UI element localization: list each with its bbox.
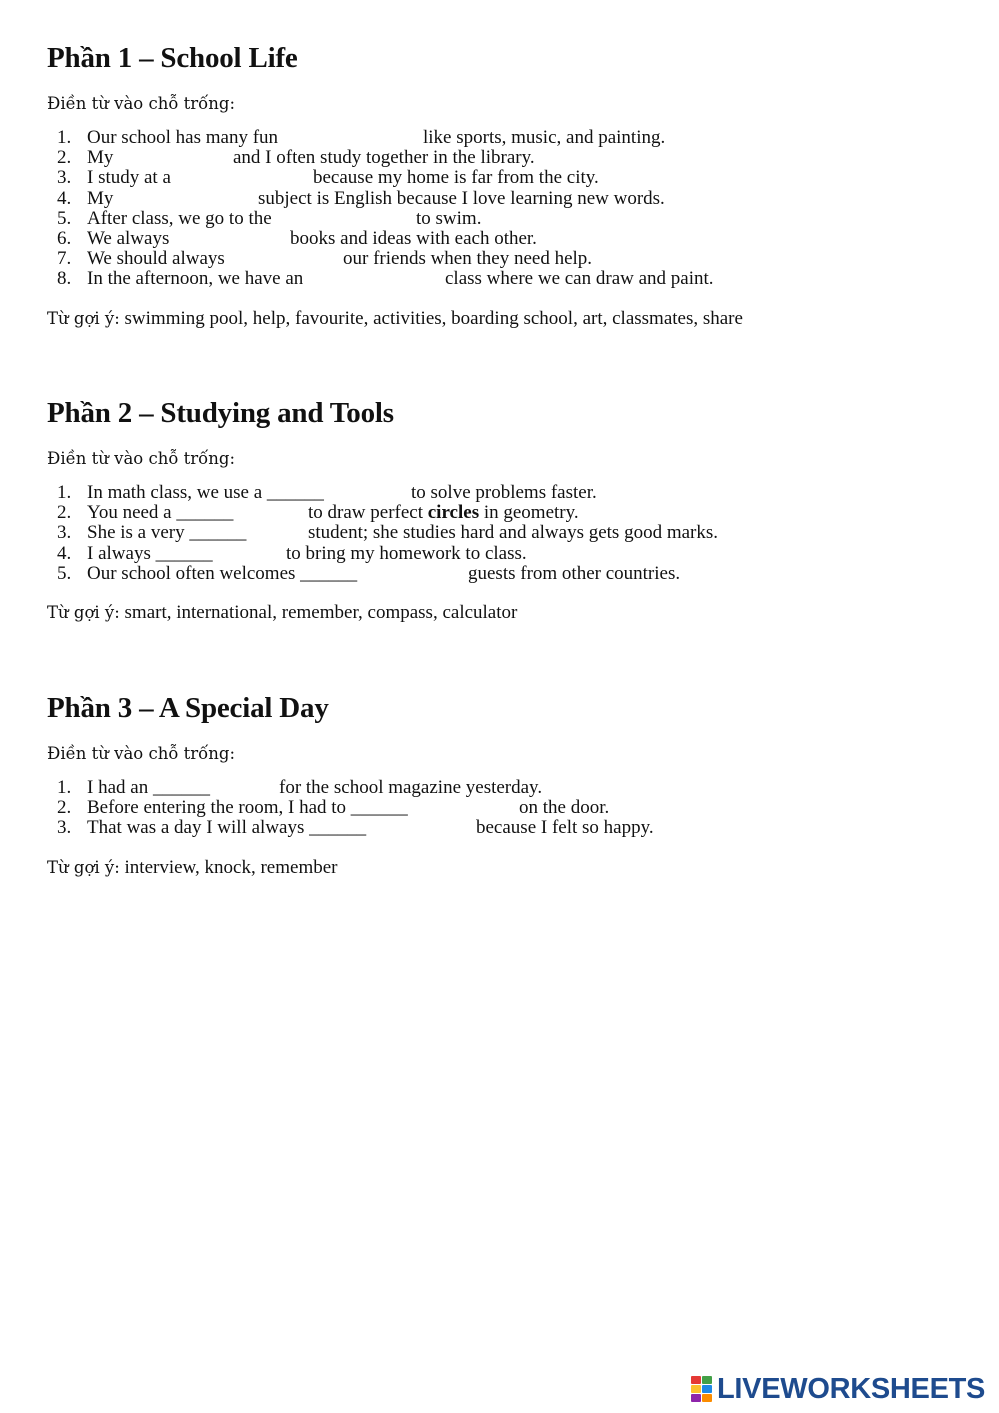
bold-word: circles	[427, 502, 480, 524]
section-title: Phần 1 – School Life	[47, 42, 298, 74]
liveworksheets-logo	[691, 1374, 985, 1404]
text-after-blank: for the school magazine yesterday.	[279, 777, 543, 798]
item-number: 2.	[57, 797, 72, 819]
item-number: 4.	[57, 187, 72, 209]
item-number: 3.	[57, 522, 72, 544]
hint-label: Từ gợi ý:	[47, 308, 120, 328]
text-after-blank: and I often study together in the library.	[233, 147, 535, 169]
item-number: 5.	[57, 207, 72, 229]
item-number: 3.	[57, 167, 72, 189]
logo-block	[702, 1376, 712, 1384]
list-item	[47, 778, 967, 798]
text-after-blank: because my home is far from the city.	[313, 167, 599, 189]
instruction: Điền từ vào chỗ trống:	[47, 449, 236, 468]
text-before-blank: I had an ______	[87, 777, 210, 798]
list-item	[47, 503, 967, 523]
text-after-blank: class where we can draw and paint.	[445, 268, 714, 290]
text-after-blank	[308, 503, 579, 523]
text-part: in geometry.	[483, 502, 579, 524]
text-before-blank: We should always	[87, 248, 225, 270]
logo-text: LIVEWORKSHEETS	[717, 1373, 986, 1405]
item-number: 2.	[57, 502, 72, 524]
text-before-blank: Before entering the room, I had to ______	[87, 797, 408, 819]
text-before-blank: My	[87, 147, 114, 169]
text-after-blank: to bring my homework to class.	[286, 542, 527, 564]
text-before-blank: You need a ______	[87, 502, 234, 524]
text-after-blank: like sports, music, and painting.	[423, 127, 666, 148]
logo-blocks-icon	[691, 1376, 713, 1402]
item-number: 4.	[57, 542, 72, 564]
item-number: 7.	[57, 248, 72, 270]
item-number: 5.	[57, 562, 72, 584]
list-item	[47, 523, 967, 543]
text-before-blank: My	[87, 187, 114, 209]
list-item	[47, 229, 967, 249]
text-before-blank: After class, we go to the	[87, 207, 272, 229]
hint-words: swimming pool, help, favourite, activities, boarding school, art, classmates, share	[124, 307, 743, 329]
section-part-3	[47, 690, 967, 880]
list-item	[47, 564, 967, 584]
text-before-blank: She is a very ______	[87, 522, 247, 544]
item-number: 1.	[57, 482, 72, 503]
question-list	[47, 778, 967, 839]
text-part: to draw perfect	[308, 502, 423, 524]
list-item	[47, 269, 967, 289]
text-after-blank: to swim.	[416, 207, 482, 229]
section-part-2	[47, 395, 967, 625]
list-item	[47, 189, 967, 209]
item-number: 8.	[57, 268, 72, 290]
instruction: Điền từ vào chỗ trống:	[47, 744, 236, 763]
list-item	[47, 168, 967, 188]
logo-block	[691, 1385, 701, 1393]
hint-words: interview, knock, remember	[124, 856, 338, 878]
list-item	[47, 483, 967, 503]
text-before-blank: We always	[87, 227, 170, 249]
text-after-blank: books and ideas with each other.	[290, 227, 537, 249]
item-number: 1.	[57, 127, 72, 148]
hint-line	[47, 601, 967, 625]
text-before-blank: I always ______	[87, 542, 213, 564]
text-before-blank: Our school has many fun	[87, 127, 279, 148]
item-number: 2.	[57, 147, 72, 169]
logo-block	[702, 1385, 712, 1393]
item-number: 1.	[57, 777, 72, 798]
text-after-blank: to solve problems faster.	[411, 482, 597, 503]
section-title: Phần 2 – Studying and Tools	[47, 397, 394, 429]
text-before-blank: I study at a	[87, 167, 171, 189]
text-after-blank: guests from other countries.	[468, 562, 681, 584]
logo-block	[702, 1394, 712, 1402]
hint-words: smart, international, remember, compass, calculator	[124, 601, 518, 623]
list-item	[47, 544, 967, 564]
list-item	[47, 798, 967, 818]
list-item	[47, 249, 967, 269]
hint-line	[47, 856, 967, 880]
logo-block	[691, 1394, 701, 1402]
item-number: 6.	[57, 227, 72, 249]
list-item	[47, 128, 967, 148]
text-before-blank: Our school often welcomes ______	[87, 562, 358, 584]
list-item	[47, 818, 967, 838]
logo-block	[691, 1376, 701, 1384]
hint-label: Từ gợi ý:	[47, 602, 120, 622]
text-after-blank: student; she studies hard and always gets good marks.	[308, 522, 719, 544]
list-item	[47, 148, 967, 168]
section-title: Phần 3 – A Special Day	[47, 692, 329, 724]
text-after-blank: on the door.	[519, 797, 610, 819]
question-list	[47, 483, 967, 584]
hint-label: Từ gợi ý:	[47, 857, 120, 877]
text-after-blank: our friends when they need help.	[343, 248, 593, 270]
text-after-blank: because I felt so happy.	[476, 817, 654, 839]
question-list	[47, 128, 967, 290]
text-before-blank: In the afternoon, we have an	[87, 268, 304, 290]
hint-line	[47, 307, 967, 331]
section-part-1	[47, 40, 967, 331]
instruction: Điền từ vào chỗ trống:	[47, 94, 236, 113]
item-number: 3.	[57, 817, 72, 839]
text-after-blank: subject is English because I love learning new words.	[258, 187, 665, 209]
text-before-blank: That was a day I will always ______	[87, 817, 367, 839]
text-before-blank: In math class, we use a ______	[87, 482, 324, 503]
list-item	[47, 209, 967, 229]
